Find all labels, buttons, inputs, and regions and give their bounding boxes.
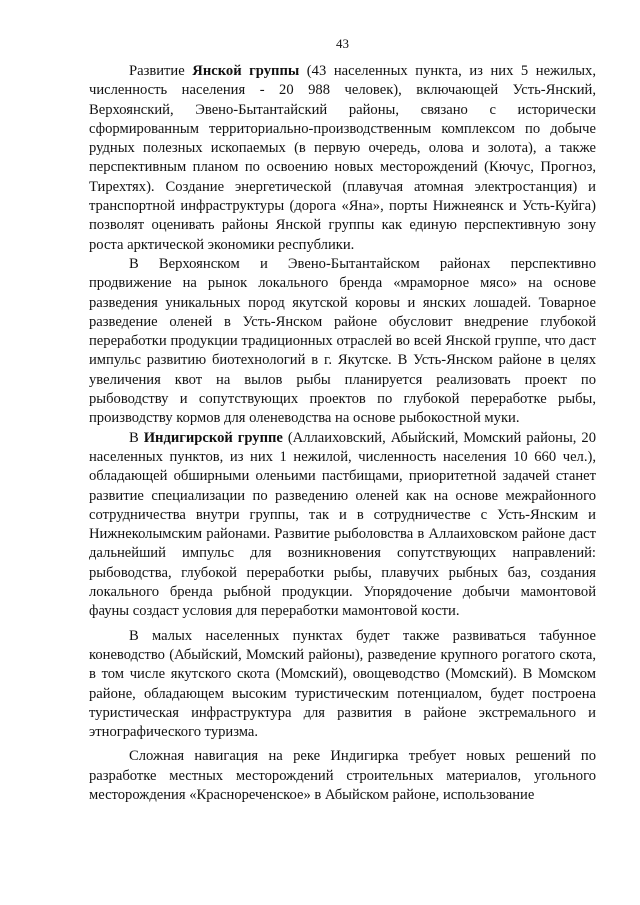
paragraph-indigirka-group (89, 429, 596, 622)
paragraph-small-settlements: В малых населенных пунктах будет также развиваться табунное коневодство (Абыйский, Момский районы), разведение крупного рогатого скота, в том числе якутского скота (Момский), овощеводство (Момский). В Момском районе, обладающем высоким туристическим потенциалом, будет построена туристическая инфраструктура для развития в районе экстремального и этнографического туризма. (89, 627, 596, 741)
document-body (89, 62, 596, 805)
page-number: 43 (336, 36, 349, 51)
paragraph-text: (43 населенных пункта, из них 5 нежилых, численность населения - 20 988 человек), включающей Усть-Янский, Верхоянский, Эвено-Бытантайский районы, связано с исторически сформированным территориально-производственным комплексом по добыче рудных полезных ископаемых (в первую очередь, олова и золота), а также перспективным планом по освоению новых месторождений (Кючус, Прогноз, Тирехтях). Создание энергетической (плавучая атомная электростанция) и транспортной инфраструктуры (дорога «Яна», порты Нижнеянск и Усть-Куйга) позволят оценивать районы Янской группы как единую перспективную зону роста арктической экономики республики. (89, 63, 596, 253)
paragraph-text: В (129, 429, 144, 446)
paragraph-text: (Аллаиховский, Абыйский, Момский районы, 20 населенных пунктов, из них 1 нежилой, численность населения 10 660 чел.), обладающей обширными оленьими пастбищами, приоритетной задачей станет развитие специализации по разведению оленей как на основе межрайонного сотрудничества внутри группы, так и в сотрудничестве с Усть-Янским и Нижнеколымским районами. Развитие рыболовства в Аллаиховском районе даст дальнейший импульс для возникновения сопутствующих направлений: рыбоводства, глубокой переработки рыбы, плавучих рыбных баз, создания локального бренда рыбной продукции. Упорядочение добычи мамонтовой фауны создаст условия для переработки мамонтовой кости. (89, 429, 596, 620)
paragraph-verkhoyansk: В Верхоянском и Эвено-Бытантайском районах перспективно продвижение на рынок локального бренда «мраморное мясо» на основе разведения уникальных пород якутской коровы и янских лошадей. Товарное разведение оленей в Усть-Янском районе обусловит внедрение глубокой переработки продукции традиционных отраслей во всей Янской группе, что даст импульс развитию биотехнологий в г. Якутске. В Усть-Янском районе в целях увеличения квот на вылов рыбы планируется реализовать проект по рыбоводству и сопутствующих проектов по глубокой переработке рыбы, производству кормов для оленеводства на основе рыбокостной муки. (89, 255, 596, 427)
bold-term-indigirka-group: Индигирской группе (143, 429, 283, 446)
paragraph-text: Развитие (129, 63, 193, 79)
paragraph-navigation: Сложная навигация на реке Индигирка требует новых решений по разработке местных месторождений строительных материалов, угольного месторождения «Краснореченское» в Абыйском районе, использование (89, 748, 596, 803)
paragraph-yana-group (89, 62, 596, 255)
bold-term-yana-group: Янской группы (192, 63, 300, 79)
